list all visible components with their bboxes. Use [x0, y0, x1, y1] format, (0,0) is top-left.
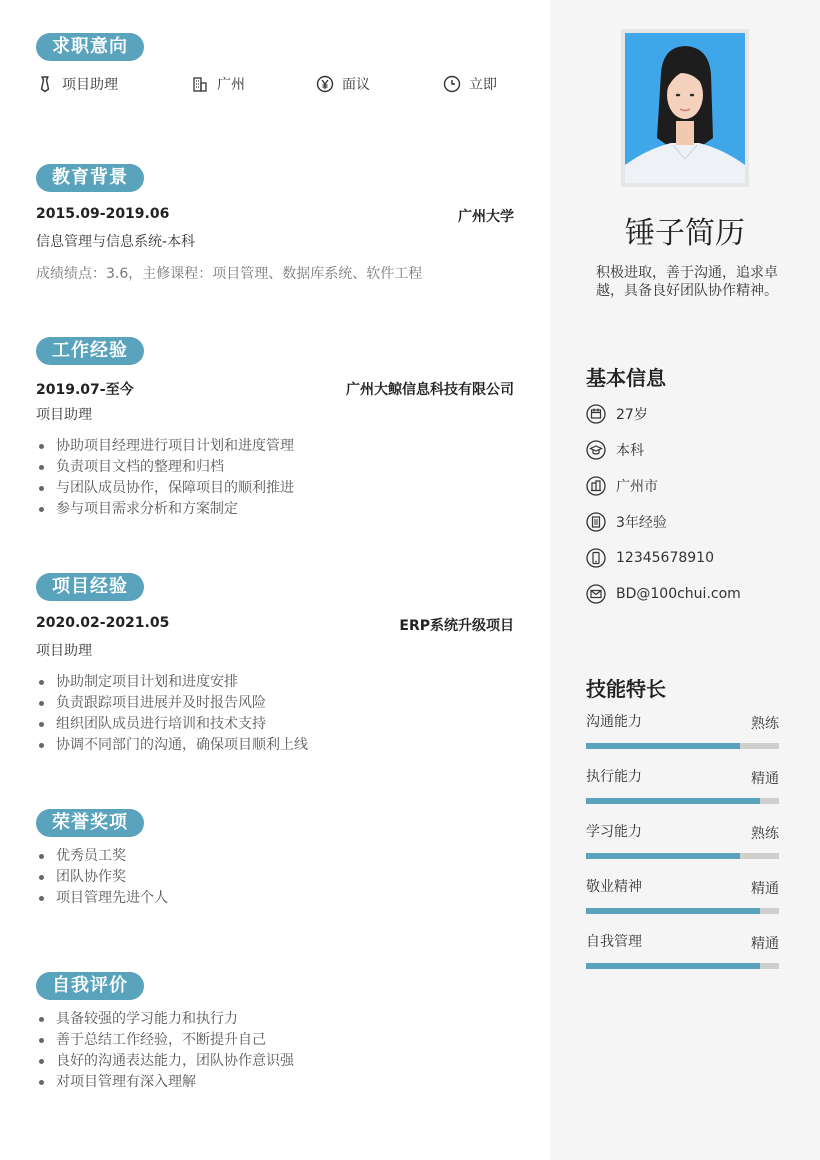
list-item: 具备较强的学习能力和执行力	[36, 1009, 514, 1030]
list-item: 负责跟踪项目进展并及时报告风险	[36, 693, 514, 714]
education-section	[36, 164, 514, 283]
skill-level: 精通	[751, 771, 779, 787]
skill-bar-fill	[586, 798, 760, 804]
section-title-work: 工作经验	[36, 337, 144, 365]
skill-level: 精通	[751, 881, 779, 897]
intention-position: 项目助理	[36, 74, 118, 94]
info-degree: 本科	[586, 440, 644, 460]
skill-item	[586, 766, 779, 804]
skill-level: 熟练	[751, 826, 779, 842]
project-date: 2020.02-2021.05	[36, 615, 170, 631]
list-item: 对项目管理有深入理解	[36, 1072, 514, 1093]
list-item: 团队协作奖	[36, 867, 514, 888]
project-section	[36, 573, 514, 756]
list-item: 参与项目需求分析和方案制定	[36, 499, 514, 520]
skill-name: 自我管理	[586, 934, 642, 950]
info-experience: 3年经验	[586, 512, 667, 532]
skill-name: 敬业精神	[586, 879, 642, 895]
basic-info-title: 基本信息	[586, 366, 666, 390]
resume-motto: 积极进取，善于沟通，追求卓越，具备良好团队协作精神。	[596, 265, 778, 299]
list-item: 协调不同部门的沟通，确保项目顺利上线	[36, 735, 514, 756]
info-age: 27岁	[586, 404, 648, 424]
intention-salary: 面议	[316, 74, 370, 94]
list-item: 协助项目经理进行项目计划和进度管理	[36, 436, 514, 457]
work-role: 项目助理	[36, 407, 92, 423]
work-section	[36, 337, 514, 520]
skill-bar	[586, 908, 779, 914]
clock-icon	[443, 75, 461, 93]
skill-bar	[586, 798, 779, 804]
list-item: 良好的沟通表达能力，团队协作意识强	[36, 1051, 514, 1072]
skill-bar-fill	[586, 963, 760, 969]
portrait-image	[625, 33, 745, 183]
awards-bullets	[36, 846, 514, 909]
skill-level: 熟练	[751, 716, 779, 732]
mail-icon	[586, 584, 606, 604]
list-item: 善于总结工作经验，不断提升自己	[36, 1030, 514, 1051]
section-title-self-eval: 自我评价	[36, 972, 144, 1000]
education-detail: 成绩绩点：3.6，主修课程：项目管理、数据库系统、软件工程	[36, 266, 423, 282]
skill-item	[586, 821, 779, 859]
skill-name: 执行能力	[586, 769, 642, 785]
skill-name: 沟通能力	[586, 714, 642, 730]
intention-city: 广州	[191, 74, 245, 94]
skill-item	[586, 931, 779, 969]
work-bullets	[36, 436, 514, 520]
document-icon	[586, 512, 606, 532]
awards-section	[36, 809, 514, 909]
list-item: 优秀员工奖	[36, 846, 514, 867]
list-item: 协助制定项目计划和进度安排	[36, 672, 514, 693]
self-evaluation-section	[36, 972, 514, 1093]
education-date: 2015.09-2019.06	[36, 206, 170, 222]
skill-bar-fill	[586, 908, 760, 914]
list-item: 项目管理先进个人	[36, 888, 514, 909]
graduation-cap-icon	[586, 440, 606, 460]
skill-bar	[586, 743, 779, 749]
list-item: 组织团队成员进行培训和技术支持	[36, 714, 514, 735]
intention-availability: 立即	[443, 74, 497, 94]
skill-bar	[586, 853, 779, 859]
section-title-project: 项目经验	[36, 573, 144, 601]
list-item: 与团队成员协作，保障项目的顺利推进	[36, 478, 514, 499]
section-title-intention: 求职意向	[36, 33, 144, 61]
resume-name: 锤子简历	[625, 216, 745, 251]
sidebar	[550, 0, 820, 1160]
skill-level: 精通	[751, 936, 779, 952]
self-eval-bullets	[36, 1009, 514, 1093]
phone-icon	[586, 548, 606, 568]
education-school: 广州大学	[458, 209, 514, 225]
tie-icon	[36, 75, 54, 93]
info-email: BD@100chui.com	[586, 584, 741, 604]
city-icon	[586, 476, 606, 496]
work-company: 广州大鲸信息科技有限公司	[346, 382, 514, 398]
skill-bar-fill	[586, 743, 740, 749]
job-intention-section	[36, 33, 514, 98]
building-icon	[191, 75, 209, 93]
skill-name: 学习能力	[586, 824, 642, 840]
skill-bar-fill	[586, 853, 740, 859]
skill-bar	[586, 963, 779, 969]
list-item: 负责项目文档的整理和归档	[36, 457, 514, 478]
skill-item	[586, 711, 779, 749]
project-bullets	[36, 672, 514, 756]
education-major: 信息管理与信息系统-本科	[36, 234, 196, 250]
skills-title: 技能特长	[586, 677, 666, 701]
project-role: 项目助理	[36, 643, 92, 659]
info-phone: 12345678910	[586, 548, 714, 568]
project-name: ERP系统升级项目	[399, 618, 514, 634]
profile-photo	[621, 29, 749, 187]
section-title-education: 教育背景	[36, 164, 144, 192]
yen-icon	[316, 75, 334, 93]
work-date: 2019.07-至今	[36, 382, 134, 398]
skill-item	[586, 876, 779, 914]
section-title-awards: 荣誉奖项	[36, 809, 144, 837]
calendar-icon	[586, 404, 606, 424]
info-city: 广州市	[586, 476, 658, 496]
